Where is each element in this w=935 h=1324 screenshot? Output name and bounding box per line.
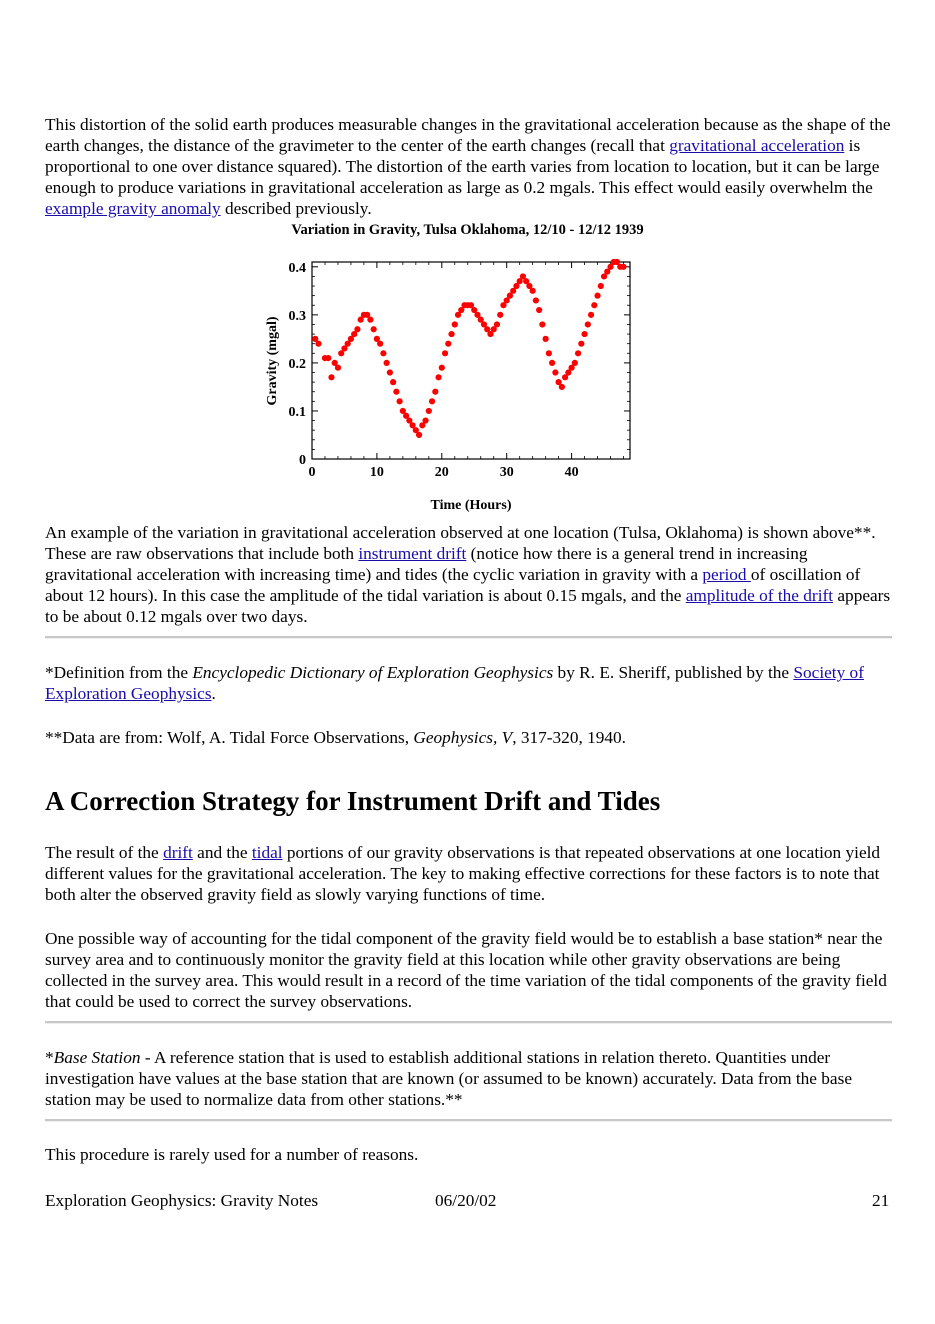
x-tick-label: 40: [564, 465, 579, 480]
data-point: [390, 379, 396, 385]
data-point: [572, 360, 578, 366]
divider: [45, 1119, 892, 1122]
divider: [45, 1021, 892, 1024]
text: This distortion of the solid earth produces measurable changes in the gravitational acceleration because as the shape of the earth changes, the distance of the gravimeter to the center of the earth changes (recall that: [45, 115, 891, 155]
data-point: [325, 355, 331, 361]
data-point: [575, 350, 581, 356]
footer-date: 06/20/02: [435, 1191, 497, 1210]
footnote-definition-source: [45, 662, 895, 704]
data-point: [380, 350, 386, 356]
data-point: [543, 336, 549, 342]
section-heading: A Correction Strategy for Instrument Drift and Tides: [45, 786, 661, 816]
divider: [45, 636, 892, 639]
text: , 317-320, 1940.: [512, 728, 626, 747]
tulsa-example-paragraph: [45, 522, 895, 627]
text: **Data are from: Wolf, A. Tidal Force Observations,: [45, 728, 414, 747]
x-tick-label: 0: [308, 465, 316, 480]
data-point: [335, 365, 341, 371]
page-number: 21: [872, 1191, 890, 1210]
data-point: [354, 326, 360, 332]
x-tick-label: 30: [499, 465, 514, 480]
book-title: Encyclopedic Dictionary of Exploration Geophysics: [192, 663, 554, 682]
data-point: [591, 302, 597, 308]
data-point: [585, 321, 591, 327]
drift-tides-paragraph: [45, 842, 895, 905]
text: *Definition from the: [45, 663, 193, 682]
data-point: [384, 360, 390, 366]
data-point: [387, 369, 393, 375]
instrument-drift-link[interactable]: instrument drift: [358, 544, 467, 563]
drift-link[interactable]: drift: [163, 843, 193, 862]
y-tick-label: 0.4: [288, 260, 306, 276]
data-point: [598, 283, 604, 289]
data-point: [497, 312, 503, 318]
data-point: [452, 321, 458, 327]
data-point: [371, 326, 377, 332]
y-tick-label: 0.3: [288, 308, 306, 324]
y-axis-label: Gravity (mgal): [265, 316, 280, 406]
closing-paragraph: This procedure is rarely used for a number of reasons.: [45, 1145, 419, 1164]
data-point: [328, 374, 334, 380]
data-point: [432, 389, 438, 395]
chart-title: Variation in Gravity, Tulsa Oklahoma, 12/10 - 12/12 1939: [291, 222, 644, 238]
x-tick-label: 20: [434, 465, 449, 480]
text: and the: [192, 843, 252, 862]
data-point: [439, 365, 445, 371]
gravitational-acceleration-link[interactable]: gravitational acceleration: [669, 136, 845, 155]
text: appears to be about 0.12 mgals over two days.: [45, 586, 891, 626]
text: (notice how there is a general trend in increasing gravitational acceleration with increasing time) and tides (the cyclic variation in gravity with a: [45, 544, 808, 584]
amplitude-of-drift-link[interactable]: amplitude of the drift: [685, 586, 834, 605]
plot-frame: [312, 262, 630, 459]
data-point: [377, 341, 383, 347]
data-point: [448, 331, 454, 337]
data-point: [552, 369, 558, 375]
data-point: [429, 398, 435, 404]
x-tick-label: 10: [369, 465, 384, 480]
data-point: [546, 350, 552, 356]
text: The result of the: [45, 843, 164, 862]
example-gravity-anomaly-link[interactable]: example gravity anomaly: [45, 199, 221, 218]
x-axis-label: Time (Hours): [430, 498, 512, 513]
data-point: [539, 321, 545, 327]
base-station-definition: [45, 1047, 895, 1110]
data-point: [620, 264, 626, 270]
footnote-data-source: [45, 727, 895, 748]
data-point: [426, 408, 432, 414]
data-point: [530, 288, 536, 294]
data-point: [435, 374, 441, 380]
text: is proportional to one over distance squared). The distortion of the earth varies from location to location, but it can be large enough to produce variations in gravitational acceleration as large as 0.2 mgals. This effect would easily overwhelm the: [45, 136, 880, 197]
data-point: [559, 384, 565, 390]
data-point: [536, 307, 542, 313]
period-link[interactable]: period: [702, 565, 751, 584]
text: - A reference station that is used to establish additional stations in relation thereto. Quantities under investigation have values at the base station that are known (or assumed to be known) accurately. Data from the base station may be used to normalize data from other stations.**: [45, 1048, 852, 1109]
data-point: [445, 341, 451, 347]
data-point: [422, 417, 428, 423]
data-point: [549, 360, 555, 366]
data-point: [397, 398, 403, 404]
y-tick-label: 0: [299, 453, 306, 468]
data-point: [594, 293, 600, 299]
data-point: [581, 331, 587, 337]
y-tick-label: 0.2: [288, 356, 306, 372]
text: by R. E. Sheriff, published by the: [553, 663, 794, 682]
data-point: [416, 432, 422, 438]
text: .: [211, 684, 216, 703]
data-point: [494, 321, 500, 327]
data-point: [442, 350, 448, 356]
gravity-chart: [250, 248, 650, 518]
data-point: [393, 389, 399, 395]
text: of oscillation of about 12 hours). In this case the amplitude of the tidal variation is about 0.15 mgals, and the: [45, 565, 861, 605]
journal-title: Geophysics, V: [413, 728, 513, 747]
term: Base Station: [53, 1048, 141, 1067]
text: *: [45, 1048, 54, 1067]
text: described previously.: [220, 199, 372, 218]
data-point: [315, 341, 321, 347]
data-point: [367, 317, 373, 323]
intro-paragraph: [45, 114, 895, 219]
data-point: [578, 341, 584, 347]
data-point: [588, 312, 594, 318]
data-point: [533, 297, 539, 303]
tidal-link[interactable]: tidal: [251, 843, 283, 862]
text: An example of the variation in gravitational acceleration observed at one location (Tulsa, Oklahoma) is shown above**. These are raw observations that include both: [45, 523, 876, 563]
text: portions of our gravity observations is that repeated observations at one location yield different values for the gravitational acceleration. The key to making effective corrections for these factors is to note that both alter the observed gravity field as slowly varying functions of time.: [45, 843, 881, 904]
base-station-paragraph: One possible way of accounting for the tidal component of the gravity field would be to establish a base station* near the survey area and to continuously monitor the gravity field at this location while other gravity observations are being collected in the survey area. This would result in a record of the time variation of the tidal components of the gravity field that could be used to correct the survey observations.: [45, 929, 887, 1011]
seg-link[interactable]: Society of Exploration Geophysics: [45, 663, 864, 703]
footer-title: Exploration Geophysics: Gravity Notes: [45, 1191, 319, 1210]
y-tick-label: 0.1: [288, 404, 306, 420]
